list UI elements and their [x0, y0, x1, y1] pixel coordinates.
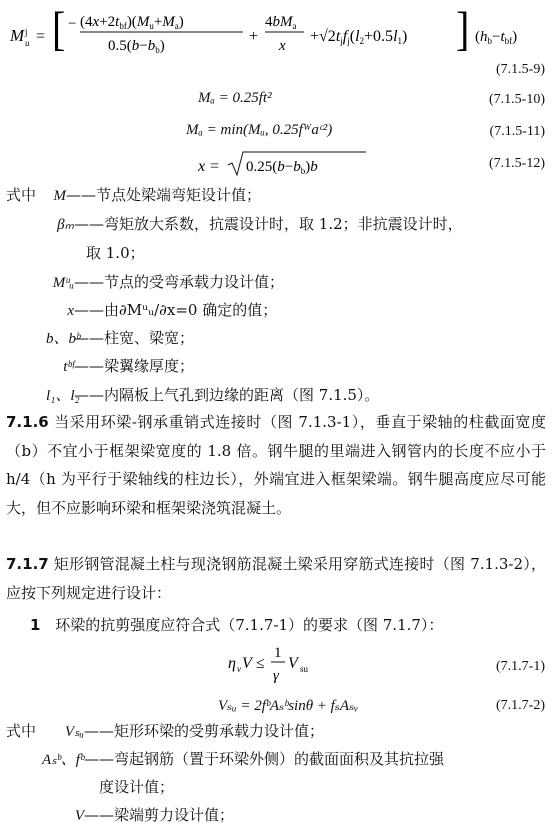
symbol: tᵇᶠ [63, 359, 74, 375]
definition: ——节点的受弯承载力设计值； [74, 273, 285, 291]
item-1 [30, 614, 443, 635]
svg-text:u: u [25, 38, 30, 48]
svg-text:0.5(b−bb): $0.5(b-b_b)$ [108, 38, 165, 55]
definition: ——弯矩放大系数，抗震设计时，取 1.2；非抗震设计时， [74, 215, 463, 233]
definition: ——内隔板上气孔到边缘的距离（图 7.1.5）。 [74, 386, 380, 404]
svg-text:=: = [210, 158, 220, 175]
symbol: x [67, 303, 74, 319]
where-prefix: 式中 [6, 186, 37, 204]
svg-text:V: V [288, 655, 298, 672]
formula-7-1-7-1 [228, 640, 428, 690]
svg-text:x: x [279, 38, 286, 54]
svg-text:x: x [198, 158, 206, 175]
formula-7-1-5-11: Mₐ = min(Mᵤ, 0.25fᵂaᶜ²) [186, 122, 333, 138]
svg-text:≤: ≤ [256, 655, 265, 672]
clause-number: 7.1.7 [6, 555, 49, 573]
formula-7-1-7-1-label: (7.1.7-1) [496, 659, 545, 674]
svg-text:+: + [249, 28, 259, 45]
symbol: M [53, 188, 66, 204]
svg-text:=: = [36, 28, 46, 45]
where-item [30, 748, 444, 769]
formula-7-1-5-12-label: (7.1.5-12) [489, 156, 545, 171]
where-prefix: 式中 [6, 722, 37, 740]
svg-text:M: M [10, 26, 25, 45]
symbol: Mᵘᵤ [52, 275, 74, 291]
svg-text:j: j [25, 27, 28, 37]
svg-text:su: su [300, 664, 309, 674]
where-item [46, 327, 194, 348]
formula-7-1-5-11-label: (7.1.5-11) [489, 124, 545, 139]
svg-text:0.25(b−bb)b: $0.25(b-b_b)b$ [246, 159, 318, 176]
symbol: Aₛᵇ、fᵇ [42, 752, 84, 768]
symbol: βₘ [57, 217, 74, 233]
where-item [46, 720, 324, 741]
svg-text:v: v [237, 664, 241, 674]
svg-text:(hb−tbf): $(h_b-t_{bf})$ [475, 29, 518, 46]
definition: ——梁翼缘厚度； [74, 357, 195, 375]
symbol: V [74, 808, 84, 824]
svg-text:4bMa: $4bM_a$ [265, 14, 297, 31]
clause-text: 当采用环梁-钢承重销式连接时（图 7.1.3-1），垂直于梁轴的柱截面宽度（b）不宜小于框架梁宽度的 1.8 倍。钢牛腿的里端进入钢管内的长度不应小于 h/4（h 为平行于梁轴线的柱边长），外端宜进入框架梁端。钢牛腿高度应尽可能大，但不应影响环梁和框架梁浇筑混凝土。 [6, 413, 546, 517]
where-item [46, 213, 463, 234]
formula-7-1-5-9 [0, 0, 553, 60]
definition: ——弯起钢筋（置于环梁外侧）的截面面积及其抗拉强 [84, 750, 445, 768]
formula-7-1-5-10-label: (7.1.5-10) [489, 92, 545, 107]
definition: ——柱宽、梁宽； [74, 329, 195, 347]
svg-text:+√2tjfj(l2+0.5l1): +√2tjfj(l2+0.5l1) [310, 28, 408, 46]
formula-7-1-5-9-label: (7.1.5-9) [496, 62, 545, 77]
definition: ——梁端剪力设计值； [84, 806, 235, 824]
symbol: Vₛᵤ [64, 724, 84, 740]
where-list-1 [46, 184, 261, 205]
where-item [46, 299, 277, 320]
symbol: b、bᵇ [46, 331, 81, 347]
where-item [46, 271, 284, 292]
svg-text:γ: γ [273, 668, 279, 684]
formula-7-1-7-2: Vₛᵤ = 2fᵇAₛᵇsinθ + fₛAₛᵥ [218, 698, 359, 714]
svg-text:−: − [68, 16, 77, 32]
definition: ——由∂Mᵘᵤ/∂x=0 确定的值； [74, 301, 278, 319]
item-number: 1 [30, 616, 41, 634]
where-item [46, 384, 379, 405]
clause-7-1-6 [6, 408, 546, 522]
formula-7-1-5-12 [198, 148, 458, 182]
formula-7-1-5-10: Mₐ = 0.25ft² [198, 90, 272, 106]
svg-text:V: V [242, 655, 252, 672]
definition: ——矩形环梁的受剪承载力设计值； [84, 722, 325, 740]
svg-text:[: [ [52, 2, 66, 56]
svg-text:]: ] [456, 2, 470, 56]
svg-text:(4x+2tbf)(Mu+Ma): $(4x+2t_{bf})(M_u+M_a)$ [80, 14, 184, 31]
where-item-continued: 度设计值； [99, 778, 175, 796]
clause-number: 7.1.6 [6, 413, 49, 431]
svg-text:1: 1 [274, 645, 282, 661]
where-item-continued: 取 1.0； [86, 244, 145, 262]
clause-7-1-7 [6, 550, 546, 607]
definition: ——节点处梁端弯矩设计值； [66, 186, 262, 204]
formula-7-1-7-2-label: (7.1.7-2) [496, 698, 545, 713]
item-text: 环梁的抗剪强度应符合式（7.1.7-1）的要求（图 7.1.7）： [55, 616, 444, 634]
where-item [46, 804, 234, 825]
where-item [46, 355, 194, 376]
symbol: l₁、l₂ [46, 388, 80, 404]
svg-text:η: η [228, 655, 236, 672]
clause-text: 矩形钢管混凝土柱与现浇钢筋混凝土梁采用穿筋式连接时（图 7.1.3-2），应按下列规定进行设计： [6, 555, 546, 602]
